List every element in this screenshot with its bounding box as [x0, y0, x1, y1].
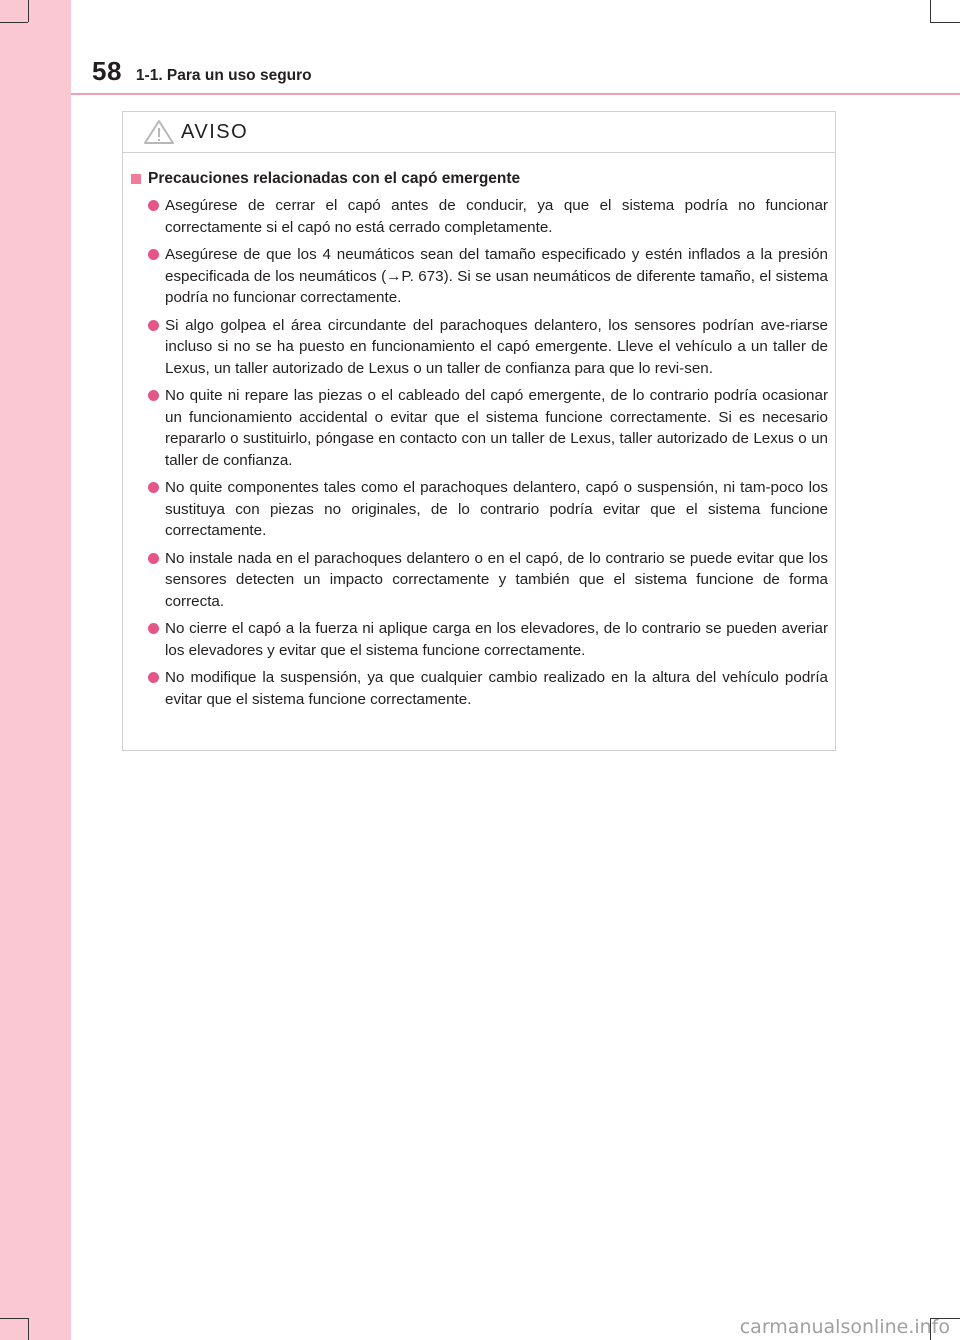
subheading-text: Precauciones relacionadas con el capó emergente — [148, 170, 521, 187]
page-header — [92, 56, 312, 90]
square-bullet-icon — [131, 174, 141, 184]
crop-mark — [930, 0, 931, 22]
list-item — [131, 315, 828, 380]
bullet-icon — [148, 249, 159, 260]
crop-mark — [0, 1318, 28, 1319]
list-item-text: No modifique la suspensión, ya que cualquier cambio realizado en la altura del vehículo podría evitar que el sistema funcione correctamente. — [165, 669, 828, 708]
list-item-text: No instale nada en el parachoques delantero o en el capó, de lo contrario se puede evitar que los sensores detecten un impacto correctamente y también que el sistema funcione de forma correcta. — [165, 549, 828, 610]
crop-mark — [0, 22, 28, 23]
list-item — [131, 548, 828, 613]
list-item — [131, 385, 828, 471]
warning-title: AVISO — [181, 120, 249, 143]
list-item — [131, 195, 828, 238]
crop-mark — [28, 0, 29, 22]
list-item — [131, 618, 828, 661]
list-item — [131, 244, 828, 309]
list-item-text: No cierre el capó a la fuerza ni aplique carga en los elevadores, de lo contrario se pueden averiar los elevadores y evitar que el sistema funcione correctamente. — [165, 620, 828, 659]
bullet-icon — [148, 390, 159, 401]
bullet-icon — [148, 672, 159, 683]
watermark: carmanualsonline.info — [739, 1316, 950, 1338]
warning-triangle-icon — [143, 119, 175, 145]
header-rule — [71, 93, 960, 95]
warning-subheading — [131, 170, 828, 188]
bullet-icon — [148, 482, 159, 493]
warning-body — [123, 153, 835, 710]
list-item-text: Asegúrese de cerrar el capó antes de conducir, ya que el sistema podría no funcionar correctamente si el capó no está cerrado completamente. — [165, 197, 828, 236]
warning-box — [122, 111, 836, 751]
list-item — [131, 477, 828, 542]
list-item-text: No quite ni repare las piezas o el cableado del capó emergente, de lo contrario podría ocasionar un funcionamiento accidental o evitar que el sistema funcione correctamente. Si es necesario repararlo o sustituirlo, póngase en contacto con un taller de Lexus, taller autorizado de Lexus o un taller de confianza. — [165, 387, 828, 469]
section-title: 1-1. Para un uso seguro — [135, 67, 312, 84]
crop-mark — [28, 1318, 29, 1340]
crop-mark — [930, 22, 960, 23]
bullet-icon — [148, 623, 159, 634]
page-number: 58 — [92, 56, 122, 86]
list-item-text: Si algo golpea el área circundante del parachoques delantero, los sensores podrían ave-riarse incluso si no se ha puesto en funcionamiento el capó emergente. Lleve el vehículo a un taller de Lexus, un taller autorizado de Lexus o un taller de confianza para que lo revi-sen. — [165, 316, 828, 377]
bullet-icon — [148, 553, 159, 564]
list-item-text: Asegúrese de que los 4 neumáticos sean del tamaño especificado y estén inflados a la presión especificada de los neumáticos (→P. 673). Si se usan neumáticos de diferente tamaño, el sistema podría no funcionar correctamente. — [165, 246, 828, 306]
side-color-band — [0, 0, 71, 1340]
warning-header — [123, 112, 835, 153]
bullet-icon — [148, 200, 159, 211]
list-item — [131, 667, 828, 710]
list-item-text: No quite componentes tales como el parachoques delantero, capó o suspensión, ni tam-poco los sustituya con piezas no originales, de lo contrario podría evitar que el sistema funcione correctamente. — [165, 479, 828, 539]
bullet-icon — [148, 320, 159, 331]
